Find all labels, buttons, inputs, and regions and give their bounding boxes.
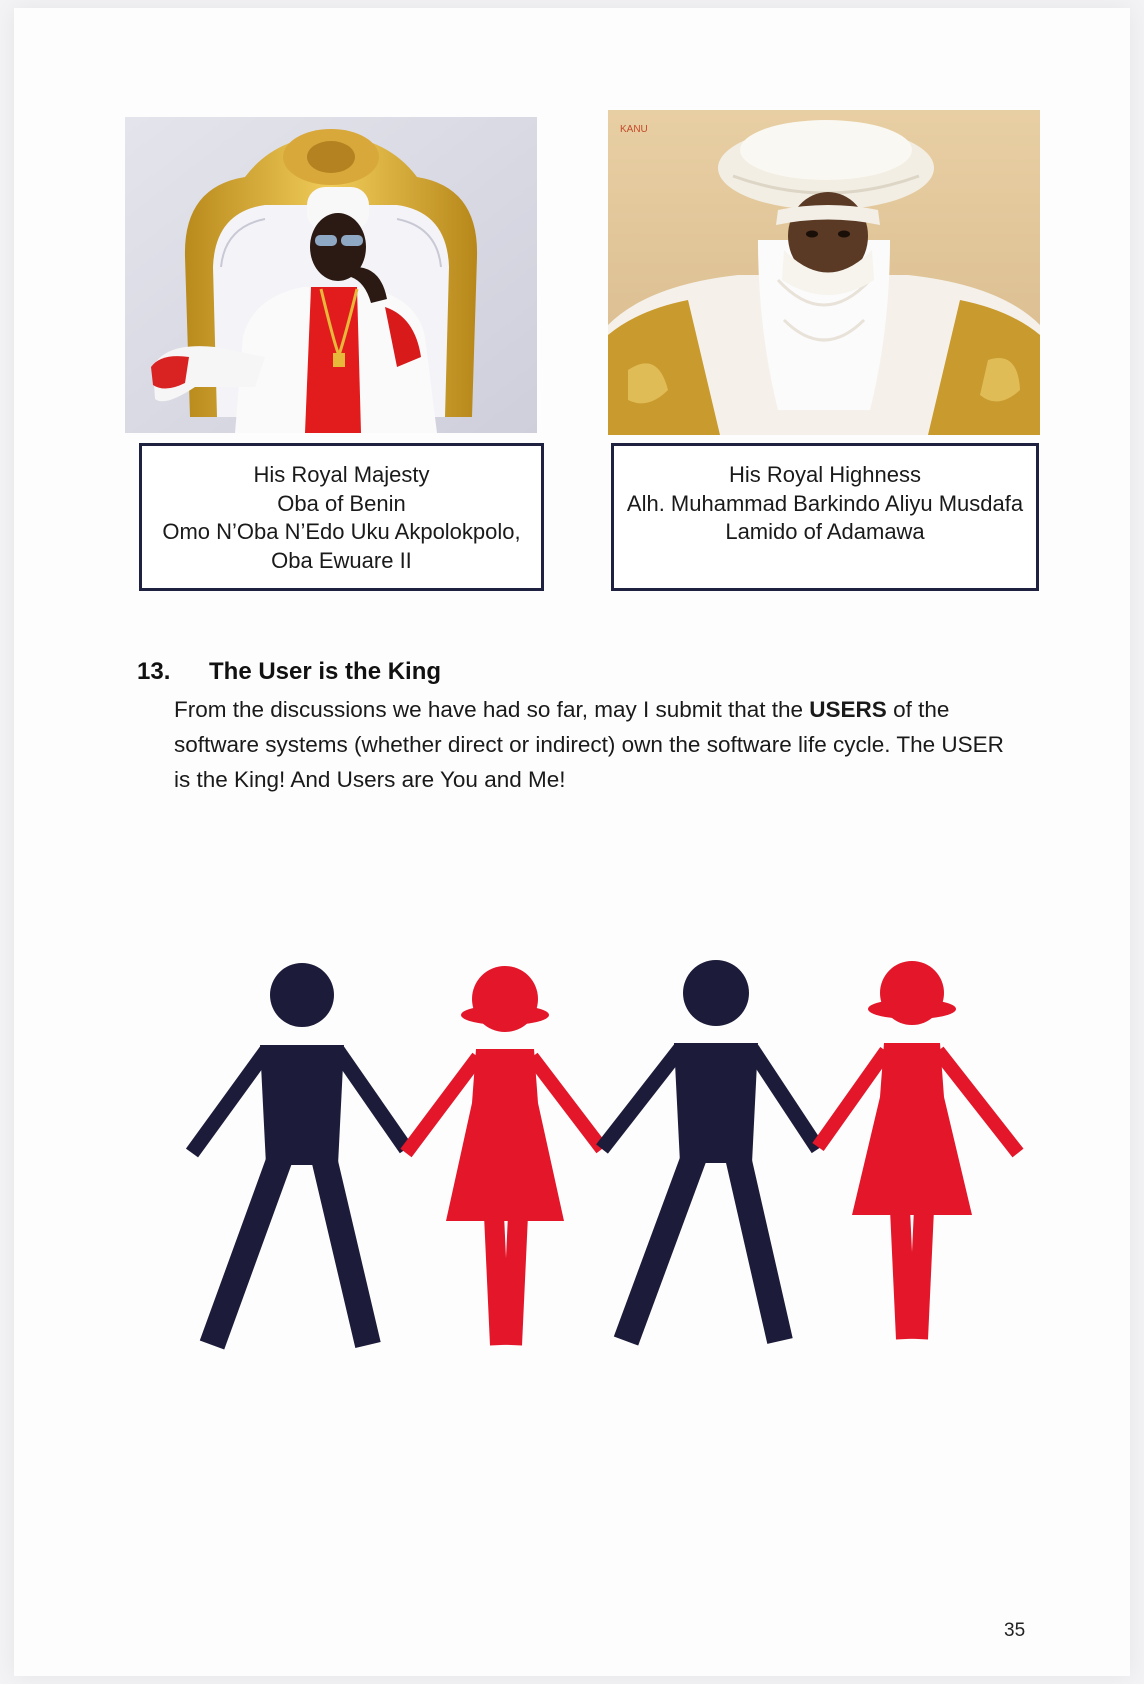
paragraph-line: software systems (whether direct or indirect) own the software life cycle. The USER: [174, 732, 1004, 757]
section-number: 13.: [137, 658, 171, 685]
paragraph-line: is the King! And Users are You and Me!: [174, 767, 566, 792]
page-number: 35: [1004, 1620, 1026, 1641]
paragraph-text: of the: [886, 697, 950, 722]
paragraph-line: [174, 692, 1024, 727]
caption-lamido-of-adamawa: [611, 443, 1039, 591]
caption-line: Oba Ewuare II: [271, 547, 412, 573]
man-figure: [602, 960, 818, 1341]
caption-line: His Royal Majesty: [253, 462, 430, 487]
woman-figure: [818, 961, 1018, 1339]
paragraph-bold-text: USERS: [809, 697, 887, 722]
photo-corner-text: KANU: [620, 124, 648, 135]
paragraph-text: From the discussions we have had so far, may I submit that the: [174, 697, 810, 722]
caption-line: Lamido of Adamawa: [725, 519, 925, 544]
woman-figure: [406, 966, 602, 1345]
caption-oba-of-benin: [139, 443, 544, 591]
section-paragraph: [174, 692, 1024, 797]
users-illustration: [182, 953, 1042, 1353]
caption-line: Oba of Benin: [277, 490, 406, 516]
section-title: The User is the King: [209, 658, 442, 685]
document-page: [14, 8, 1130, 1676]
caption-line: Alh. Muhammad Barkindo Aliyu Musdafa: [626, 490, 1024, 516]
oba-of-benin-photo: [125, 117, 537, 433]
man-figure: [192, 963, 406, 1345]
caption-line: His Royal Highness: [729, 462, 921, 487]
section-heading: [137, 658, 441, 686]
lamido-of-adamawa-photo: [608, 110, 1040, 435]
caption-line: Omo N’Oba N’Edo Uku Akpolokpolo,: [162, 519, 521, 544]
